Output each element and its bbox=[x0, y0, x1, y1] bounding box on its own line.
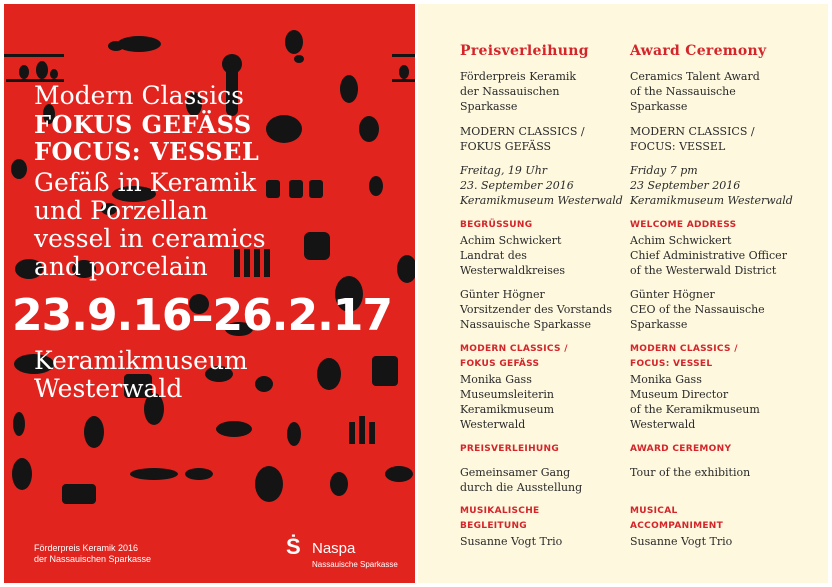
text-line: FOCUS: VESSEL bbox=[630, 140, 726, 153]
tour-de bbox=[460, 465, 582, 495]
intro-de bbox=[460, 69, 576, 114]
text-line: 23 September 2016 bbox=[630, 179, 741, 192]
text-line: Keramikmuseum Westerwald bbox=[460, 194, 623, 207]
text-line: Keramikmuseum Westerwald bbox=[630, 194, 793, 207]
text-line: 23. September 2016 bbox=[460, 179, 574, 192]
text-line: FOCUS: VESSEL bbox=[630, 359, 713, 369]
text-line: Günter Högner bbox=[460, 288, 545, 301]
label-award-de: PREISVERLEIHUNG bbox=[460, 444, 560, 454]
logo-subtitle: Nassauische Sparkasse bbox=[312, 560, 398, 569]
text-line: Günter Högner bbox=[630, 288, 715, 301]
text-line: of the Westerwald District bbox=[630, 264, 777, 277]
text-line: der Nassauischen bbox=[460, 85, 560, 98]
text-line: Museum Director bbox=[630, 388, 729, 401]
music-en: Susanne Vogt Trio bbox=[630, 535, 733, 548]
speaker3-en bbox=[630, 372, 760, 432]
label-music-en bbox=[630, 504, 723, 534]
sparkasse-icon: Ṡ bbox=[286, 534, 301, 559]
museum-location: Westerwald bbox=[34, 374, 183, 403]
speaker3-de bbox=[460, 372, 554, 432]
speaker1-de bbox=[460, 233, 565, 278]
poster-title: Modern Classics bbox=[34, 81, 244, 110]
text-line: Freitag, 19 Uhr bbox=[460, 164, 548, 177]
heading-de: Preisverleihung bbox=[460, 43, 589, 59]
text-line: Gemeinsamer Gang bbox=[460, 466, 571, 479]
poster-subtitle-line: Gefäß in Keramik bbox=[34, 168, 257, 197]
text-line: MODERN CLASSICS / bbox=[460, 125, 585, 138]
text-line: Förderpreis Keramik bbox=[460, 70, 577, 83]
text-line: Monika Gass bbox=[630, 373, 702, 386]
text-line: BEGLEITUNG bbox=[460, 521, 527, 531]
text-line: Achim Schwickert bbox=[460, 234, 562, 247]
exhibition-dates: 23.9.16–26.2.17 bbox=[12, 290, 393, 341]
text-line: Friday 7 pm bbox=[630, 164, 698, 177]
text-line: MUSICAL bbox=[630, 506, 678, 516]
label-music-de bbox=[460, 504, 540, 534]
poster-title-de: FOKUS GEFÄSS bbox=[34, 110, 252, 139]
exhibition-de bbox=[460, 124, 585, 154]
event-time-de bbox=[460, 163, 623, 208]
text-line: Sparkasse bbox=[630, 100, 688, 113]
label-welcome-en: WELCOME ADDRESS bbox=[630, 220, 737, 230]
text-line: FOKUS GEFÄSS bbox=[460, 140, 552, 153]
event-time-en bbox=[630, 163, 793, 208]
museum-name: Keramikmuseum bbox=[34, 346, 248, 375]
speaker2-de bbox=[460, 287, 612, 332]
text-line: Ceramics Talent Award bbox=[630, 70, 760, 83]
speaker1-en bbox=[630, 233, 787, 278]
text-line: of the Nassauische bbox=[630, 85, 736, 98]
award-footer: Förderpreis Keramik 2016 bbox=[34, 543, 139, 553]
exhibition-poster bbox=[4, 4, 415, 583]
label-welcome-de: BEGRÜSSUNG bbox=[460, 220, 533, 230]
text-line: Landrat des bbox=[460, 249, 527, 262]
award-footer-sponsor: der Nassauischen Sparkasse bbox=[34, 554, 152, 564]
poster-subtitle-line: und Porzellan bbox=[34, 196, 208, 225]
poster-subtitle-line: and porcelain bbox=[34, 252, 208, 281]
label-section-en bbox=[630, 342, 738, 372]
text-line: Vorsitzender des Vorstands bbox=[460, 303, 612, 316]
text-line: Nassauische Sparkasse bbox=[460, 318, 591, 331]
text-line: ACCOMPANIMENT bbox=[630, 521, 724, 531]
label-award-en: AWARD CEREMONY bbox=[630, 444, 732, 454]
exhibition-en bbox=[630, 124, 755, 154]
text-line: Tour of the exhibition bbox=[630, 466, 751, 479]
poster-subtitle-line: vessel in ceramics bbox=[34, 224, 266, 253]
poster-title-en: FOCUS: VESSEL bbox=[34, 137, 260, 166]
tour-en bbox=[630, 465, 750, 480]
text-line: MODERN CLASSICS / bbox=[460, 344, 568, 354]
text-line: Museumsleiterin bbox=[460, 388, 554, 401]
text-line: FOKUS GEFÄSS bbox=[460, 359, 540, 369]
intro-en bbox=[630, 69, 760, 114]
text-line: Westerwaldkreises bbox=[460, 264, 566, 277]
heading-en: Award Ceremony bbox=[630, 43, 767, 59]
speaker2-en bbox=[630, 287, 765, 332]
text-line: MODERN CLASSICS / bbox=[630, 344, 738, 354]
text-line: MODERN CLASSICS / bbox=[630, 125, 755, 138]
text-line: durch die Ausstellung bbox=[460, 481, 583, 494]
text-line: Sparkasse bbox=[630, 318, 688, 331]
text-line: Monika Gass bbox=[460, 373, 532, 386]
text-line: MUSIKALISCHE bbox=[460, 506, 540, 516]
music-de: Susanne Vogt Trio bbox=[460, 535, 563, 548]
text-line: Achim Schwickert bbox=[630, 234, 732, 247]
label-section-de bbox=[460, 342, 568, 372]
text-line: Chief Administrative Officer bbox=[630, 249, 787, 262]
text-line: of the Keramikmuseum bbox=[630, 403, 760, 416]
text-line: Keramikmuseum bbox=[460, 403, 555, 416]
text-line: Westerwald bbox=[460, 418, 526, 431]
text-line: Sparkasse bbox=[460, 100, 518, 113]
logo-name: Naspa bbox=[312, 540, 356, 557]
text-line: CEO of the Nassauische bbox=[630, 303, 765, 316]
text-line: Westerwald bbox=[630, 418, 696, 431]
